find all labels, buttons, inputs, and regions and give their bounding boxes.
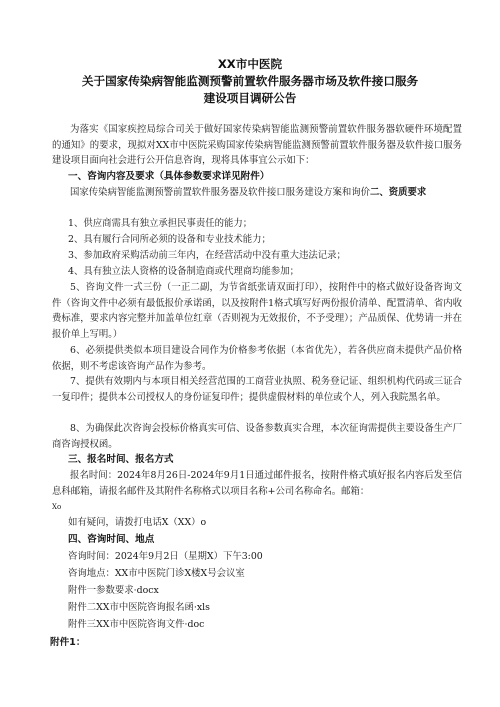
qualification-3: 3、参加政府采购活动前三年内，在经营活动中没有重大违法记录； — [68, 250, 346, 261]
qualification-4: 4、具有独立法人资格的设备制造商或代理商均能参加； — [68, 266, 299, 277]
section4-heading: 四、咨询时间、地点 — [68, 534, 155, 545]
section1-heading: 一、咨询内容及要求（具体参数要求详见附件） — [68, 171, 270, 182]
attachment-3-link[interactable]: 附件三XX市中医院咨询文件·doc — [68, 619, 205, 630]
intro-paragraph: 为落实《国家疾控局综合司关于做好国家传染病智能监测预警前置软件服务器软硬件环境配置的通知》的要求，现拟对XX市中医院采购国家传染病智能监测预警前置软件服务器及软件接口服务建设项目面向社会进行公开信息咨询，现将具体事宜公示如下： — [52, 124, 462, 167]
item-7-paragraph: 7、提供有效期内与本项目相关经营范围的工商营业执照、税务登记证、组织机构代码或三证合一复印件；提供本公司授权人的身份证复印件；提供虚假材料的单位或个人，列入我院黑名单。 — [52, 376, 462, 403]
small-note: Xo — [52, 503, 62, 511]
consult-time: 咨询时间：2024年9月2日（星期X）下午3:00 — [68, 551, 263, 562]
attachment-1-label: 附件1： — [50, 637, 86, 648]
inquiry-line: 如有疑问，请拨打电话X（XX）o — [68, 517, 207, 528]
section1-text-content: 国家传染病智能监测预警前置软件服务器及软件接口服务建设方案和询价 — [70, 187, 371, 198]
qualification-2: 2、具有履行合同所必须的设备和专业技术能力； — [68, 234, 271, 245]
section3-text: 报名时间：2024年8月26日-2024年9月1日通过邮件报名，按附件格式填好报名内容后发至信息科邮箱，请报名邮件及其附件名称格式以项目名称+公司名称命名。邮箱： — [52, 470, 462, 497]
attachment-1-link[interactable]: 附件一参数要求·docx — [68, 585, 159, 596]
notice-title-line2: 建设项目调研公告 — [203, 91, 297, 105]
item-5-paragraph: 5、咨询文件一式三份（一正二副，为节省纸张请双面打印），按附件中的格式做好设备咨询文件（咨询文件中必须有最低报价承诺函，以及按附件1格式填写好两份报价清单、配置清单、省内收费标准，要求内容完整并加盖单位红章（否则视为无效报价，不予受理）；产品质保、优势请一并在报价单上写明。） — [52, 282, 462, 340]
org-title: XX市中医院 — [217, 57, 283, 71]
section2-heading: 二、资质要求 — [370, 187, 427, 198]
qualification-1: 1、供应商需具有独立承担民事责任的能力； — [68, 218, 253, 229]
attachment-2-link[interactable]: 附件二XX市中医院咨询报名函·xls — [68, 602, 210, 613]
notice-title-line1: 关于国家传染病智能监测预警前置软件服务器市场及软件接口服务 — [81, 74, 419, 88]
section3-heading: 三、报名时间、报名方式 — [68, 454, 174, 465]
consult-place: 咨询地点：XX市中医院门诊X楼X号会议室 — [68, 568, 245, 579]
section1-text — [52, 185, 462, 201]
item-6-paragraph: 6、必须提供类似本项目建设合同作为价格参考依据（本省优先），若各供应商未提供产品价格依据，则不考虑该咨询产品作为参考。 — [52, 345, 462, 372]
item-8-paragraph: 8、为确保此次咨询会投标价格真实可信、设备参数真实合理，本次征询需提供主要设备生产厂商咨询授权函。 — [52, 423, 462, 450]
